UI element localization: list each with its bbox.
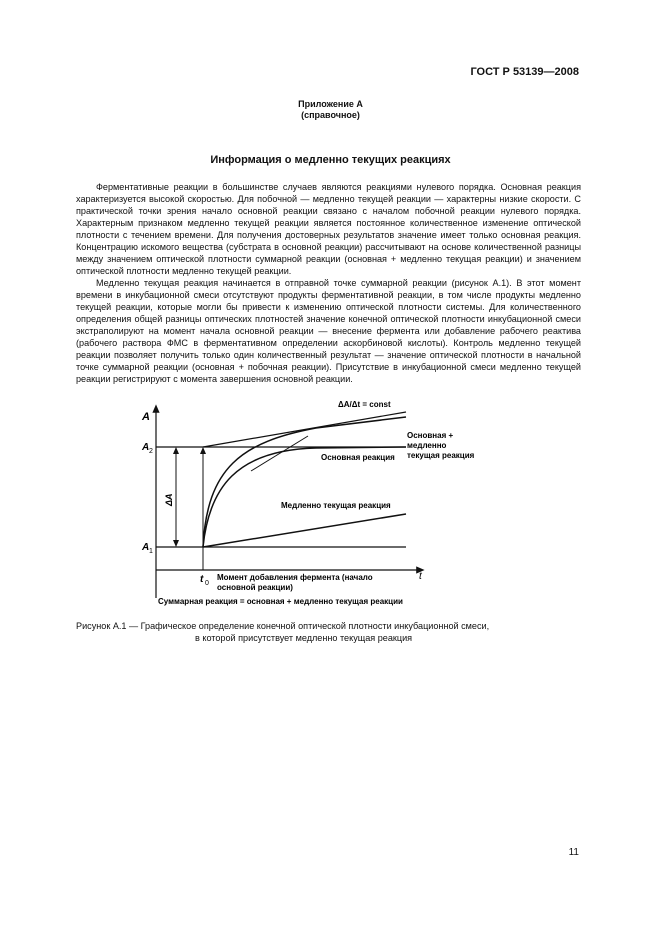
caption-line-2: в которой присутствует медленно текущая реакция bbox=[195, 633, 413, 643]
label-sum-line1: Основная + bbox=[407, 431, 454, 440]
sum-reaction-curve bbox=[203, 417, 406, 547]
extrapolation-line bbox=[203, 412, 406, 447]
standard-number: ГОСТ Р 53139—2008 bbox=[470, 66, 579, 78]
t0-label: t bbox=[200, 574, 204, 585]
label-sum-line3: текущая реакция bbox=[407, 451, 475, 460]
paragraph-2: Медленно текущая реакция начинается в отправной точке суммарной реакции (рисунок А.1). В этот момент времени в инкубационной смеси отсутствуют продукты ферментативной реакции, в том числе продукты медленно текущей реакции, которые могли бы привести к изменению оптической плотности системы. Для количественного определения общей разницы оптических плотностей значение конечной оптической плотности инкубационной смеси экстраполируют на момент начала основной реакции — внесение фермента или добавление рабочего реактива (рабочего раствора ФМС в ферментативном определении аскорбиновой кислоты). Контроль медленно текущей реакции позволяет получить только один количественный результат — значение оптической плотности в начальной точке суммарной реакции (основная + побочная реакции). Присутствие в инкубационной смеси медленно текущей реакции регистрируют с момента завершения основной реакции. bbox=[76, 278, 581, 384]
label-main-reaction: Основная реакция bbox=[321, 453, 395, 462]
page-number: 11 bbox=[568, 847, 579, 858]
a2-subscript: 2 bbox=[149, 448, 153, 455]
slow-reaction-line bbox=[203, 514, 406, 547]
figure-a1 bbox=[76, 398, 581, 613]
paragraph-1: Ферментативные реакции в большинстве случаев являются реакциями нулевого порядка. Основная реакция характеризуется высокой скоростью. Для побочной — медленно текущей реакции — характерны низкие скорости. С практической точки зрения начало основной реакции связано с началом побочной реакции нулевого порядка. Характерным признаком медленно текущей реакции является постоянное количественное изменение оптической плотности с течением времени. Для получения достоверных результатов значение имеет только основная реакция. Концентрацию искомого вещества (субстрата в основной реакции) рассчитывают на основе количественной разницы между значением оптической плотности суммарной реакции (основная + медленно текущая реакции) и значением оптической плотности медленно текущей реакции. bbox=[76, 182, 581, 276]
y-axis-label: A bbox=[142, 411, 150, 423]
label-start-line1: Момент добавления фермента (начало bbox=[217, 573, 373, 582]
x-axis-label: t bbox=[419, 571, 422, 582]
annex-heading bbox=[0, 99, 661, 121]
a1-label: A bbox=[142, 542, 150, 553]
t0-subscript: 0 bbox=[205, 580, 209, 587]
delta-a-label: ΔA bbox=[164, 493, 174, 506]
annex-label: Приложение А bbox=[298, 99, 363, 109]
label-total-reaction: Суммарная реакция = основная + медленно текущая реакции bbox=[158, 597, 403, 606]
reaction-graph bbox=[76, 398, 581, 613]
caption-line-1: Рисунок А.1 — Графическое определение конечной оптической плотности инкубационной смеси, bbox=[76, 621, 490, 631]
figure-caption bbox=[76, 620, 581, 644]
slope-label: ΔA/Δt = const bbox=[338, 400, 391, 409]
a1-subscript: 1 bbox=[149, 548, 153, 555]
label-sum-line2: медленно bbox=[407, 441, 447, 450]
annex-type: (справочное) bbox=[301, 110, 360, 120]
section-title: Информация о медленно текущих реакциях bbox=[210, 154, 451, 166]
slope-tangent bbox=[251, 436, 308, 471]
label-start-line2: основной реакции) bbox=[217, 583, 293, 592]
a2-label: A bbox=[142, 442, 150, 453]
body-text bbox=[76, 181, 581, 385]
label-slow-reaction: Медленно текущая реакция bbox=[281, 501, 391, 510]
